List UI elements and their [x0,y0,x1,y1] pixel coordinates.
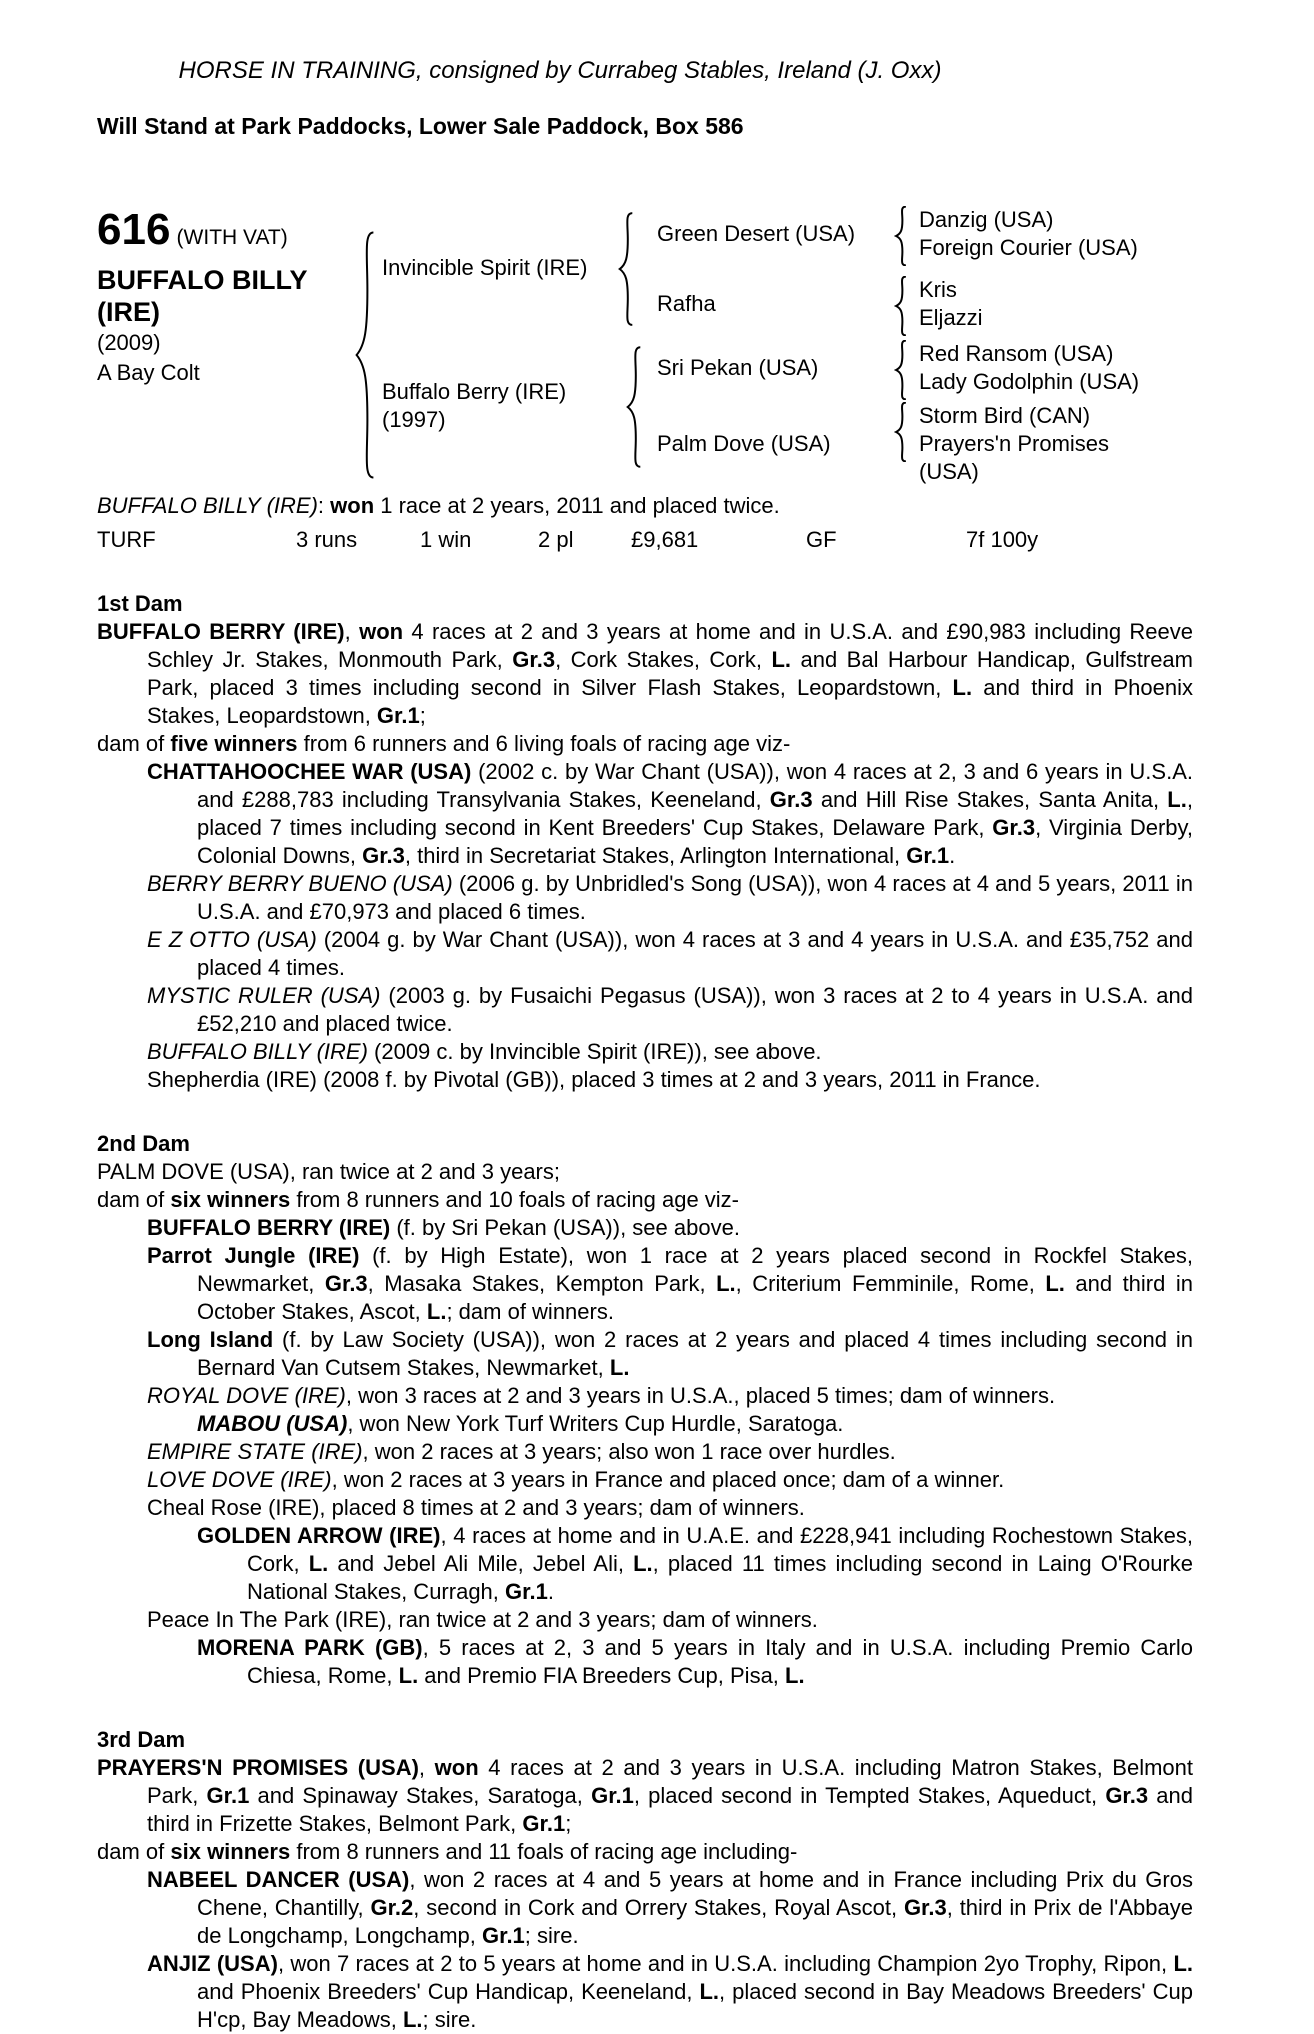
text-run: L. [426,1299,447,1324]
text-run: (f. by Law Society (USA)), won 2 races at 2 years and placed 4 times including second in Bernard Van Cutsem Stakes, Newmarket, [197,1327,1193,1380]
pedigree-paragraph [97,730,1193,758]
dam-name [382,378,566,434]
text-run: Gr.3 [362,843,405,868]
dam-section-heading: 3rd Dam [97,1727,186,1752]
ancestor-name: Foreign Courier (USA) [919,235,1138,260]
text-run: dam of [97,731,171,756]
horse-name-line1: BUFFALO BILLY [97,265,308,295]
text-run: Peace In The Park (IRE), ran twice at 2 and 3 years; dam of winners. [147,1607,818,1632]
text-run: (2004 g. by War Chant (USA)), won 4 races at 3 and 4 years in U.S.A. and £35,752 and placed 4 times. [197,927,1193,980]
text-run: , second in Cork and Orrery Stakes, Royal Ascot, [413,1895,904,1920]
text-run: , placed 7 times including second in Kent Breeders' Cup Stakes, Delaware Park, [197,787,1193,840]
text-run: six winners [170,1839,291,1864]
ancestor-name: Red Ransom (USA) [919,341,1114,366]
text-run: won [359,619,404,644]
sire-sire-name: Green Desert (USA) [657,221,856,246]
text-run: Gr.1 [906,843,950,868]
text-run: Gr.3 [903,1895,947,1920]
text-run: Gr.3 [992,815,1036,840]
pedigree-paragraph [147,982,1193,1038]
text-run: from 6 runners and 6 living foals of racing age viz- [297,731,791,756]
brace-icon [894,340,908,400]
text-run: L. [308,1551,329,1576]
pedigree-paragraph [197,1410,1193,1438]
consignment-header: HORSE IN TRAINING, consigned by Currabeg Stables, Ireland (J. Oxx) [178,57,942,84]
race-record-stats [97,526,1193,554]
text-run: and third in October Stakes, Ascot, [197,1271,1193,1324]
pedigree-paragraph [197,1522,1193,1606]
pedigree-paragraph [147,758,1193,870]
pedigree-paragraph [97,618,1193,730]
text-run: ROYAL DOVE (IRE) [147,1383,346,1408]
text-run: L. [771,647,792,672]
pedigree-paragraph [147,1326,1193,1382]
text-run: ; [565,1811,572,1836]
gen4-pair [919,206,1169,262]
text-run: ANJIZ (USA) [147,1951,278,1976]
text-run: L. [402,2007,423,2032]
stat-earnings: £9,681 [631,527,699,552]
stat-going: GF [806,527,837,552]
text-run: 4 races at 2 and 3 years at home and in U.S.A. and £90,983 including Reeve Schley Jr. Stakes, Monmouth Park, [147,619,1193,672]
pedigree-paragraph [147,1242,1193,1326]
text-run: L. [785,1663,805,1688]
horse-description: A Bay Colt [97,360,200,385]
text-run: Parrot Jungle (IRE) [147,1243,360,1268]
pedigree-paragraph [147,1866,1193,1950]
text-run: MYSTIC RULER (USA) [147,983,381,1008]
text-run: BUFFALO BILLY (IRE) [147,1039,368,1064]
pedigree-paragraph [147,1038,1193,1066]
stat-places: 2 pl [538,527,574,552]
text-run: . [547,1579,554,1604]
dam-section-heading: 2nd Dam [97,1131,190,1156]
text-run: (2006 g. by Unbridled's Song (USA)), won 4 races at 4 and 5 years, 2011 in U.S.A. and £70,973 and placed 6 times. [197,871,1193,924]
dam-name-line1: Buffalo Berry (IRE) [382,379,567,404]
ancestor-name: Storm Bird (CAN) [919,403,1091,428]
text-run: PALM DOVE (USA), ran twice at 2 and 3 years; [97,1159,560,1184]
text-run: , Criterium Femminile, Rome, [735,1271,1046,1296]
text-run: , Cork Stakes, Cork, [555,647,772,672]
text-run: and Bal Harbour Handicap, Gulfstream Park, placed 3 times including second in Silver Flash Stakes, Leopardstown, [147,647,1193,700]
horse-name-line2: (IRE) [97,297,160,327]
text-run: dam of [97,1187,171,1212]
text-run: Gr.2 [370,1895,414,1920]
text-run: E Z OTTO (USA) [147,927,317,952]
text-run: BUFFALO BERRY (IRE) [97,619,345,644]
text-run: , won 2 races at 3 years; also won 1 race over hurdles. [362,1439,896,1464]
text-run: , 5 races at 2, 3 and 5 years in Italy and in U.S.A. including Premio Carlo Chiesa, Rome, [247,1635,1193,1688]
text-run: BUFFALO BERRY (IRE) [147,1215,391,1240]
pedigree-paragraph [97,1838,1193,1866]
stat-surface: TURF [97,527,156,552]
dam-section-heading: 1st Dam [97,591,183,616]
text-run: BUFFALO BILLY (IRE) [97,493,318,518]
stat-distance: 7f 100y [966,527,1039,552]
sire-dam-name: Rafha [657,291,716,316]
text-run: L. [1167,787,1187,812]
text-run: MABOU (USA) [197,1411,348,1436]
text-run: Gr.3 [1105,1783,1149,1808]
sire-name: Invincible Spirit (IRE) [382,255,588,280]
text-run: , placed 11 times including second in Laing O'Rourke National Stakes, Curragh, [247,1551,1193,1604]
text-run: (2002 c. by War Chant (USA)), won 4 races at 2, 3 and 6 years in U.S.A. and £288,783 including Transylvania Stakes, Keeneland, [197,759,1193,812]
pedigree-paragraph [147,1438,1193,1466]
text-run: six winners [170,1187,291,1212]
ancestor-name: Danzig (USA) [919,207,1054,232]
text-run: dam of [97,1839,171,1864]
text-run: Gr.3 [512,647,556,672]
stat-runs: 3 runs [296,527,358,552]
text-run: Cheal Rose (IRE), placed 8 times at 2 and 3 years; dam of winners. [147,1495,805,1520]
vat-note: (WITH VAT) [176,226,288,249]
text-run: from 8 runners and 10 foals of racing age viz- [290,1187,740,1212]
pedigree-tree [97,200,1193,492]
text-run: Gr.3 [324,1271,368,1296]
text-run: (2003 g. by Fusaichi Pegasus (USA)), won 3 races at 2 to 4 years in U.S.A. and £52,210 and placed twice. [197,983,1193,1036]
text-run: MORENA PARK (GB) [197,1635,423,1660]
dam-sire-name: Sri Pekan (USA) [657,355,819,380]
pedigree-paragraph [147,1214,1193,1242]
lot-block [97,205,367,388]
brace-icon [625,346,643,468]
text-run: and Hill Rise Stakes, Santa Anita, [812,787,1168,812]
text-run: L. [633,1551,653,1576]
pedigree-paragraph [147,870,1193,926]
stat-wins: 1 win [420,527,472,552]
text-run: from 8 runners and 11 foals of racing age including- [290,1839,798,1864]
text-run: EMPIRE STATE (IRE) [147,1439,363,1464]
pedigree-paragraph [147,1466,1193,1494]
text-run: CHATTAHOOCHEE WAR (USA) [147,759,472,784]
text-run: Gr.1 [522,1811,566,1836]
pedigree-paragraph [97,1158,1193,1186]
text-run: , placed second in Bay Meadows Breeders' Cup H'cp, Bay Meadows, [197,1979,1193,2032]
lot-number: 616 [97,205,171,254]
horse-name [97,264,367,328]
text-run: , [418,1755,435,1780]
text-run: and Jebel Ali Mile, Jebel Ali, [328,1551,634,1576]
text-run: ; [419,703,426,728]
text-run: NABEEL DANCER (USA) [147,1867,410,1892]
text-run: , won 2 races at 4 and 5 years at home and in France including Prix du Gros Chene, Chantilly, [197,1867,1193,1920]
pedigree-paragraph [197,1634,1193,1690]
pedigree-paragraph [147,1950,1193,2034]
race-record-summary [97,492,1193,520]
text-run: (2009 c. by Invincible Spirit (IRE)), see above. [367,1039,822,1064]
text-run: . [949,843,956,868]
text-run: L. [609,1355,630,1380]
text-run: and Spinaway Stakes, Saratoga, [249,1783,592,1808]
dam-sections [97,590,1193,2034]
text-run: , 4 races at home and in U.A.E. and £228,941 including Rochestown Stakes, Cork, [247,1523,1194,1576]
gen4-pair [919,340,1169,396]
text-run: LOVE DOVE (IRE) [147,1467,332,1492]
text-run: ; sire. [422,2007,477,2032]
text-run: , third in Secretariat Stakes, Arlington International, [404,843,907,868]
dam-dam-name: Palm Dove (USA) [657,431,831,456]
text-run: GOLDEN ARROW (IRE) [197,1523,441,1548]
text-run: PRAYERS'N PROMISES (USA) [97,1755,419,1780]
brace-icon [894,206,908,266]
text-run: Gr.1 [206,1783,250,1808]
pedigree-paragraph [147,1382,1193,1410]
text-run: Gr.1 [376,703,420,728]
pedigree-paragraph [147,1066,1193,1094]
ancestor-name: Kris [919,277,957,302]
text-run: and Premio FIA Breeders Cup, Pisa, [418,1663,786,1688]
text-run: and third in Phoenix Stakes, Leopardstown, [147,675,1194,728]
text-run: L. [398,1663,419,1688]
pedigree-paragraph [147,1606,1193,1634]
text-run: Gr.3 [769,787,813,812]
text-run: , placed second in Tempted Stakes, Aqueduct, [633,1783,1106,1808]
text-run: ; sire. [524,1923,579,1948]
text-run: Gr.1 [481,1923,525,1948]
text-run: five winners [170,731,298,756]
text-run: BERRY BERRY BUENO (USA) [147,871,453,896]
text-run: , [344,619,360,644]
ancestor-name: Prayers'n Promises (USA) [919,431,1110,484]
text-run: (f. by Sri Pekan (USA)), see above. [390,1215,740,1240]
ancestor-name: Lady Godolphin (USA) [919,369,1140,394]
text-run: L. [1045,1271,1065,1296]
gen4-pair [919,276,1169,332]
pedigree-paragraph [97,1754,1193,1838]
ancestor-name: Eljazzi [919,305,983,330]
text-run: and third in Frizette Stakes, Belmont Park, [147,1783,1194,1836]
text-run: L. [716,1271,736,1296]
text-run: won [330,493,375,518]
text-run: Gr.1 [591,1783,634,1808]
foaling-year: (2009) [97,330,161,355]
text-run: , won New York Turf Writers Cup Hurdle, Saratoga. [347,1411,844,1436]
text-run: Gr.1 [505,1579,548,1604]
text-run: Shepherdia (IRE) (2008 f. by Pivotal (GB)), placed 3 times at 2 and 3 years, 2011 in France. [147,1067,1041,1092]
text-run: : [317,493,331,518]
text-run: won [434,1755,479,1780]
text-run: , third in Prix de l'Abbaye de Longchamp, Longchamp, [197,1895,1193,1948]
brace-icon [894,402,908,462]
text-run: L. [1173,1951,1193,1976]
lot-number-row [97,205,367,254]
text-run: 4 races at 2 and 3 years in U.S.A. including Matron Stakes, Belmont Park, [147,1755,1193,1808]
pedigree-paragraph [147,926,1193,982]
brace-icon [353,230,377,480]
text-run: and Phoenix Breeders' Cup Handicap, Keeneland, [197,1979,700,2004]
dam-year: (1997) [382,407,446,432]
text-run: 1 race at 2 years, 2011 and placed twice. [374,493,780,518]
brace-icon [894,276,908,336]
pedigree-paragraph [147,1494,1193,1522]
text-run: L. [699,1979,720,2004]
text-run: , won 3 races at 2 and 3 years in U.S.A., placed 5 times; dam of winners. [345,1383,1056,1408]
gen4-pair [919,402,1124,486]
pedigree-paragraph [97,1186,1193,1214]
text-run: , Virginia Derby, Colonial Downs, [197,815,1193,868]
text-run: ; dam of winners. [446,1299,614,1324]
text-run: , Masaka Stakes, Kempton Park, [367,1271,717,1296]
text-run: , won 2 races at 3 years in France and placed once; dam of a winner. [331,1467,1005,1492]
brace-icon [617,212,635,326]
text-run: Long Island [147,1327,274,1352]
text-run: L. [952,675,973,700]
text-run: (f. by High Estate), won 1 race at 2 years placed second in Rockfel Stakes, Newmarket, [197,1243,1193,1296]
text-run: , won 7 races at 2 to 5 years at home and in U.S.A. including Champion 2yo Trophy, Ripon, [277,1951,1174,1976]
stand-location: Will Stand at Park Paddocks, Lower Sale Paddock, Box 586 [97,113,744,139]
